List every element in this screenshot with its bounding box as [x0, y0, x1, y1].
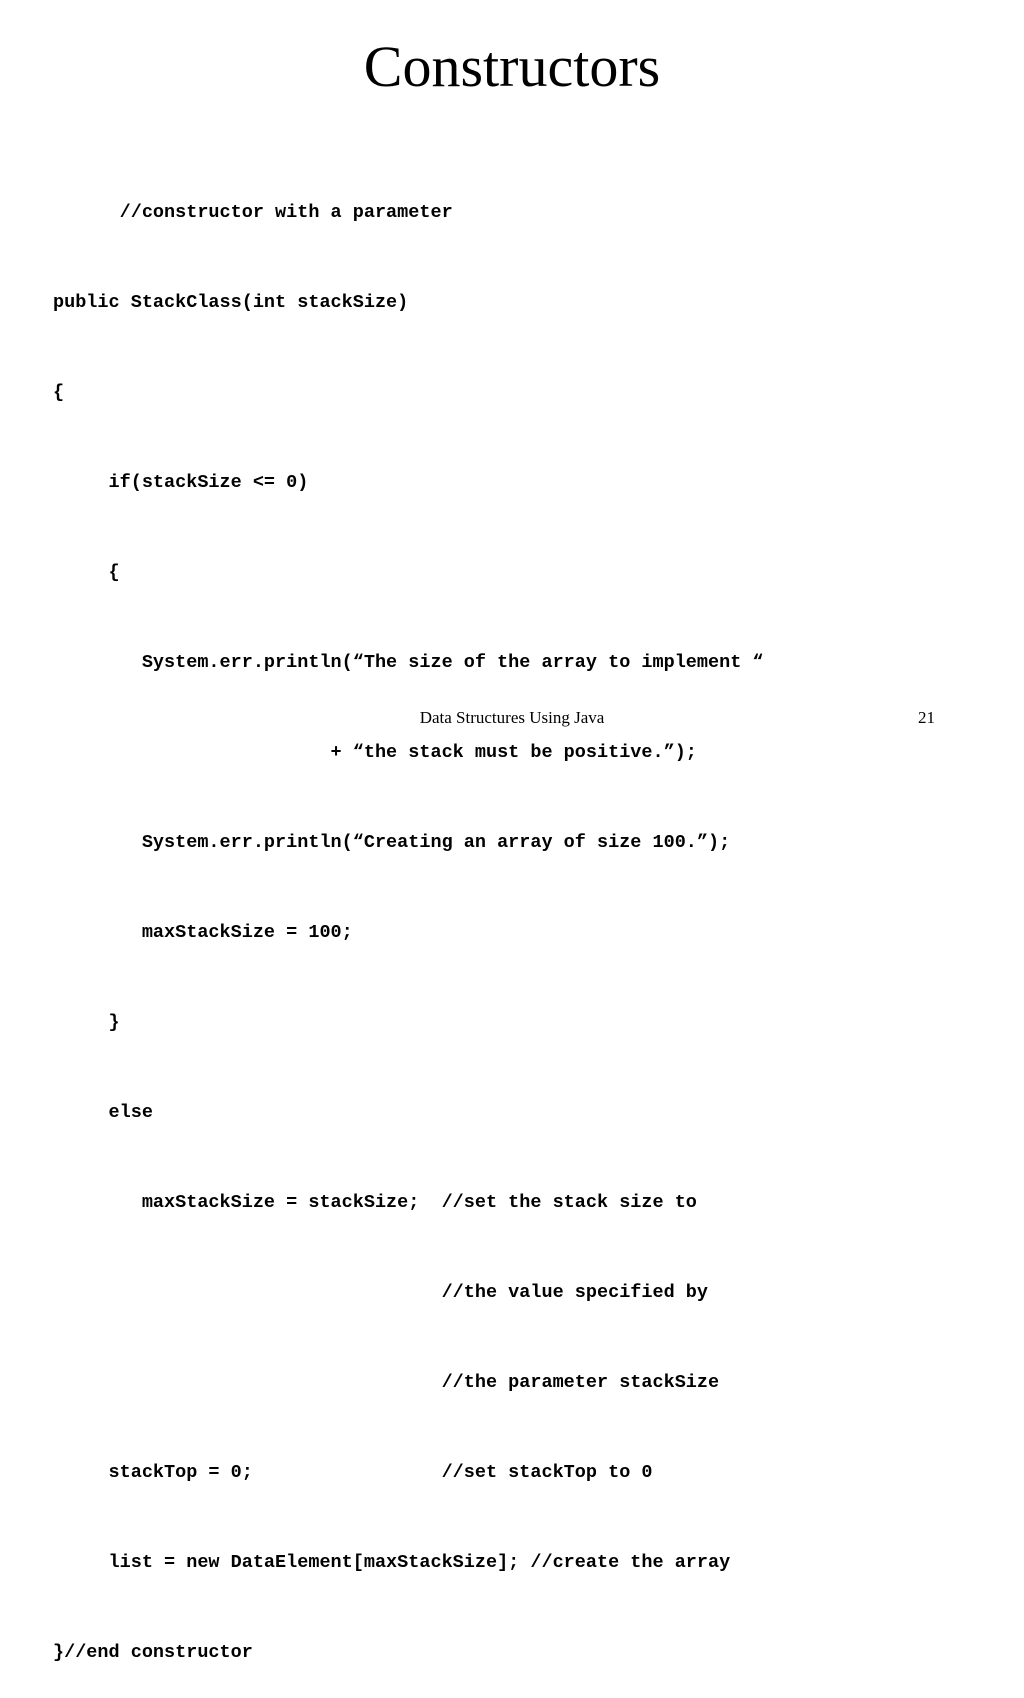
code-line: } [53, 1012, 120, 1033]
code-line: //the parameter stackSize [53, 1372, 720, 1393]
code-line: + “the stack must be positive.”); [53, 742, 697, 763]
slide-title: Constructors [363, 34, 661, 99]
code-line: System.err.println(“Creating an array of size 100.”); [53, 832, 731, 853]
code-line: { [53, 382, 65, 403]
page-number: 21 [918, 708, 935, 727]
code-line: else [53, 1102, 153, 1123]
footer-course-title: Data Structures Using Java [419, 708, 605, 727]
code-line: System.err.println(“The size of the array to implement “ [53, 652, 764, 673]
code-line: maxStackSize = 100; [53, 922, 353, 943]
code-line: stackTop = 0; //set stackTop to 0 [53, 1462, 653, 1483]
code-line: public StackClass(int stackSize) [53, 292, 409, 313]
code-line: }//end constructor [53, 1642, 253, 1663]
code-listing [53, 138, 764, 1698]
code-line: list = new DataElement[maxStackSize]; //create the array [53, 1552, 731, 1573]
code-line: { [53, 562, 120, 583]
code-line: if(stackSize <= 0) [53, 472, 309, 493]
code-line: maxStackSize = stackSize; //set the stack size to [53, 1192, 697, 1213]
code-line: //constructor with a parameter [53, 202, 453, 223]
code-line: //the value specified by [53, 1282, 709, 1303]
